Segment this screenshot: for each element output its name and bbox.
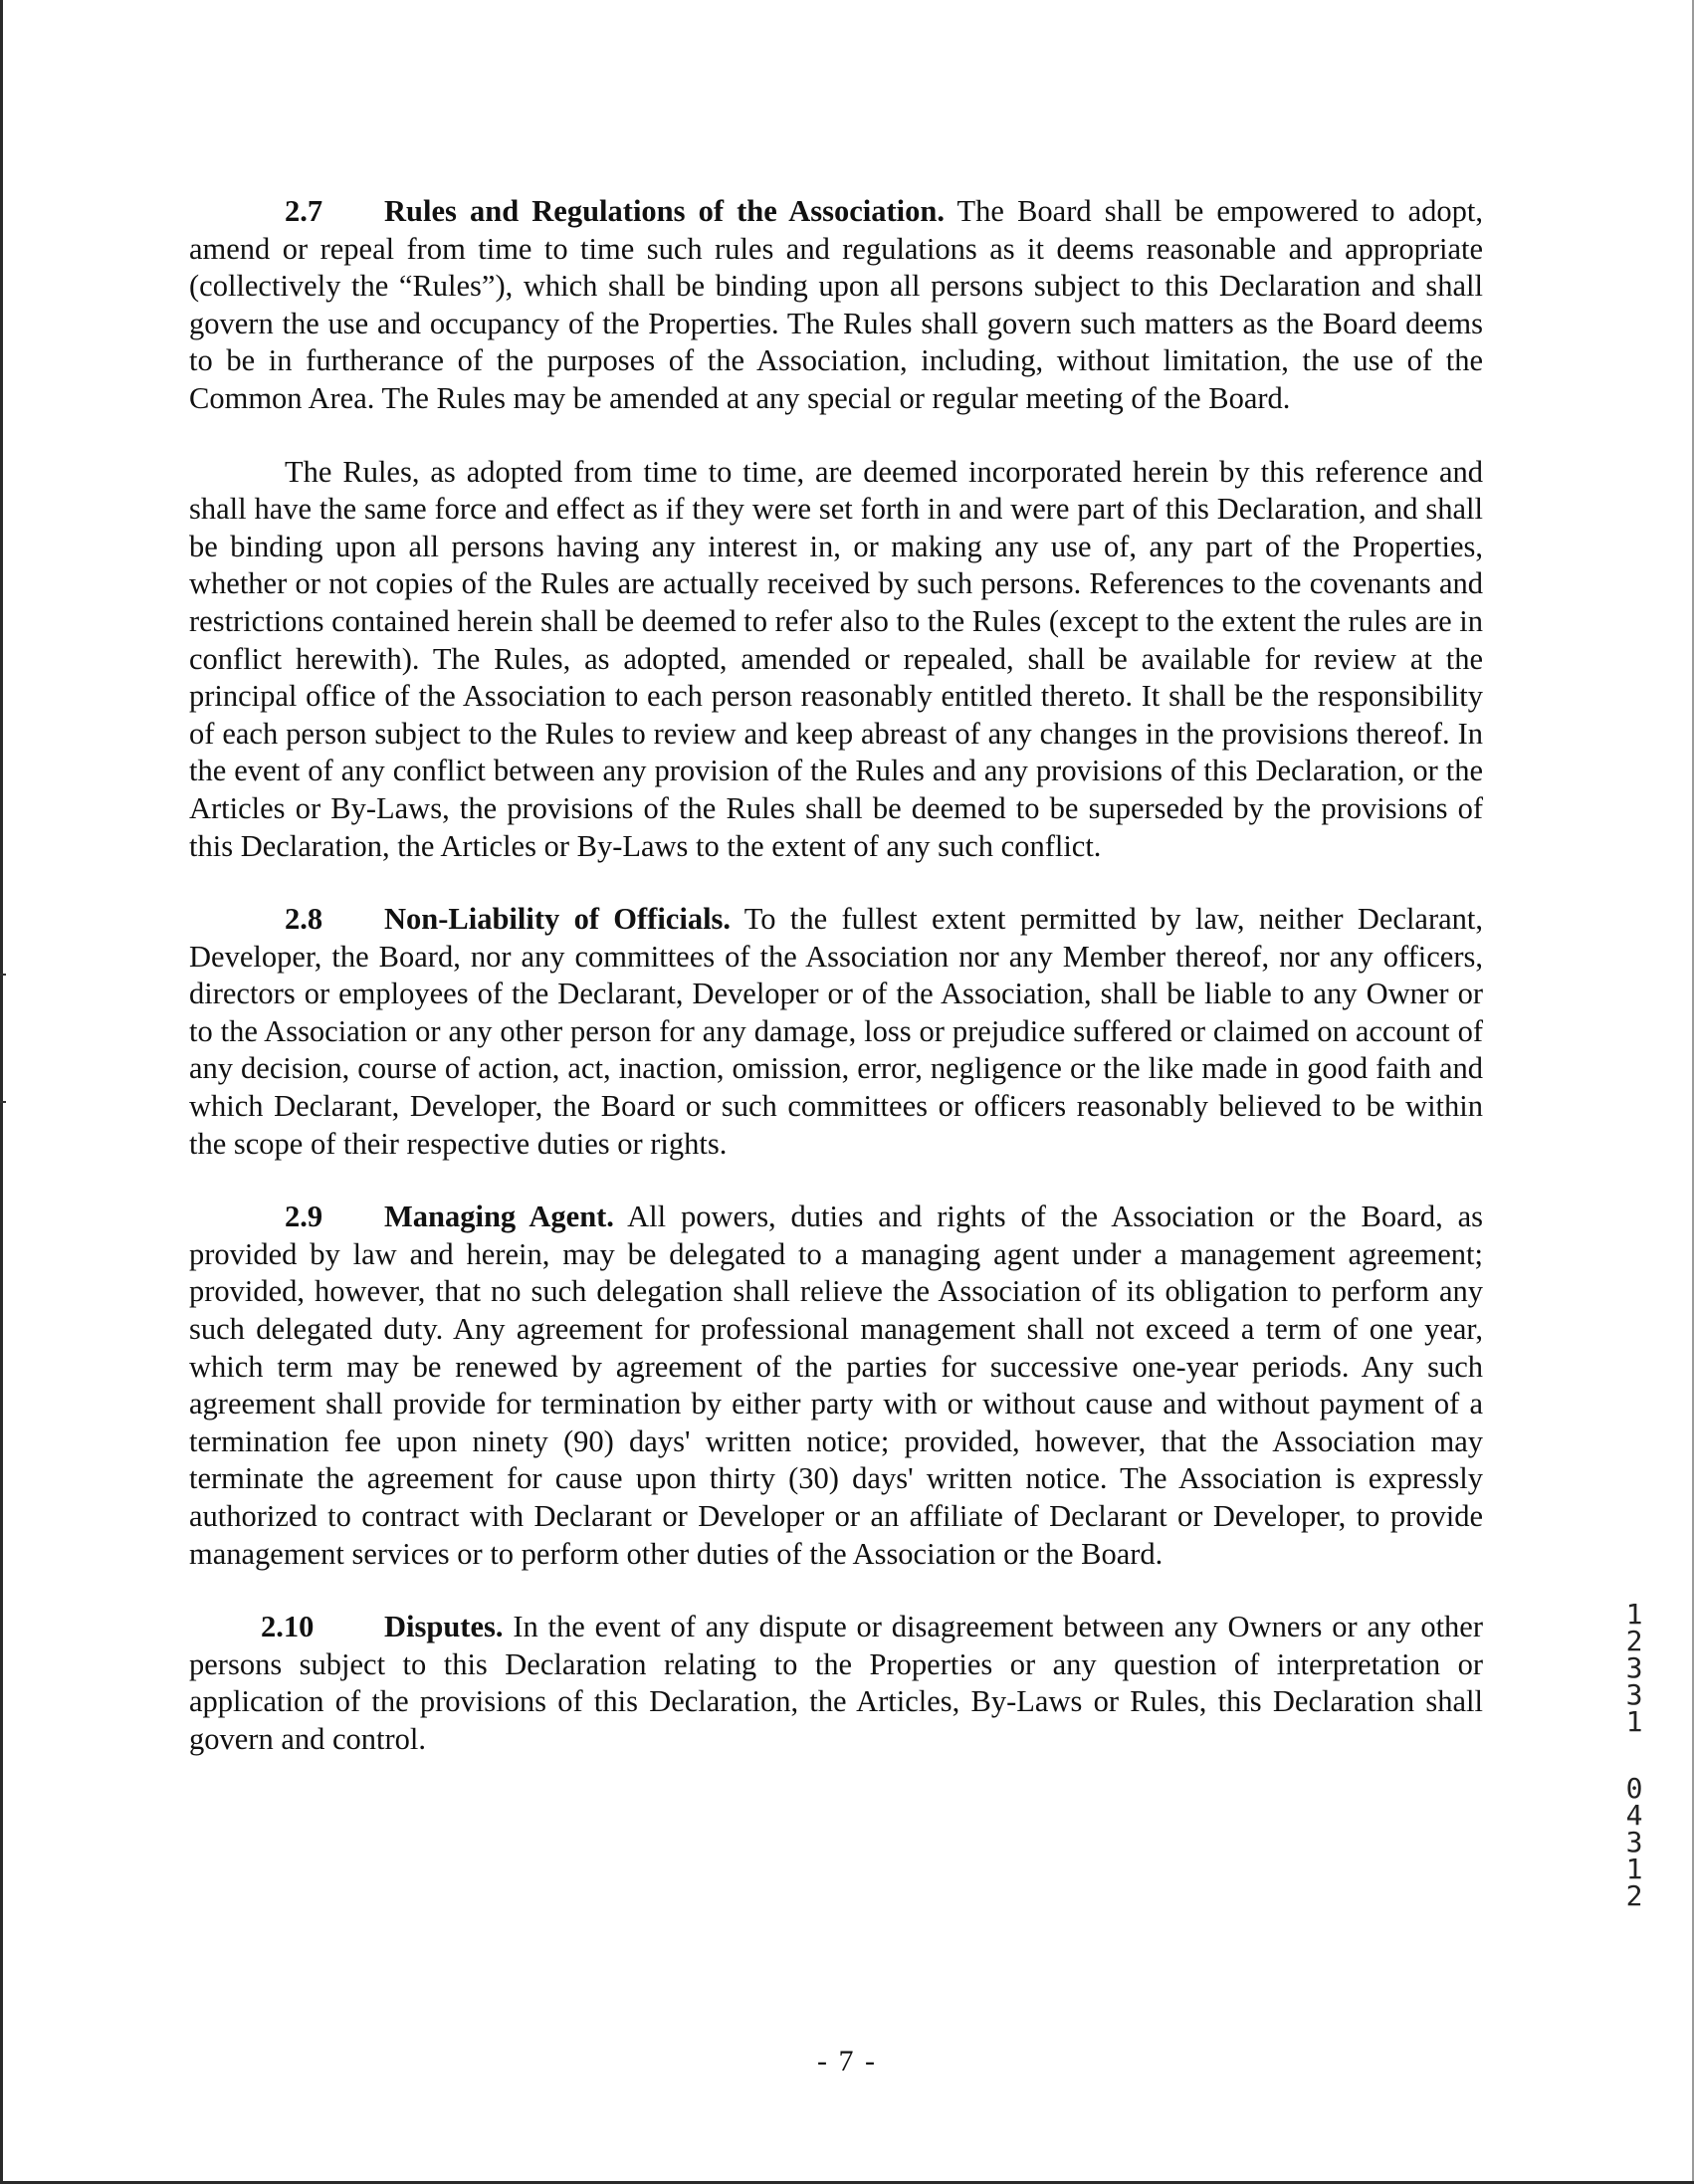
section-number: 2.8 [285,902,323,937]
section-2-8 [189,901,1483,1163]
doc-number-gap [1619,1735,1649,1775]
doc-digit: 2 [1625,1879,1643,1912]
doc-digit: 1 [1625,1598,1643,1631]
section-text: All powers, duties and rights of the Association or the Board, as provided by law and herein, may be delegated to a managing agent under a management agreement; provided, however, that no such delegation shall relieve the Association of its obligation to perform any such delegated duty. Any agreement for professional management shall not exceed a term of one year, which term may be renewed by agreement of the parties for successive one-year periods. Any such agreement shall provide for termination by either party with or without cause and without payment of a termination fee upon ninety (90) days' written notice; provided, however, that the Association may terminate the agreement for cause upon thirty (30) days' written notice. The Association is expressly authorized to contract with Declarant or Developer or an affiliate of Declarant or Developer, to provide management services or to perform other duties of the Association or the Board. [189,1200,1483,1571]
page-number: - 7 - [817,2045,877,2077]
section-number: 2.10 [261,1610,315,1644]
section-number: 2.7 [285,194,323,228]
document-body [189,193,1483,1795]
scan-mark [0,974,6,976]
section-2-9 [189,1199,1483,1573]
section-number: 2.9 [285,1200,323,1234]
section-text: In the event of any dispute or disagreement between any Owners or any other persons subject to this Declaration relating to the Properties or any question of interpretation or application of the provisions of this Declaration, the Articles, By-Laws or Rules, this Declaration shall govern and control. [189,1610,1483,1756]
doc-digit: 0 [1625,1772,1643,1805]
doc-digit: 3 [1625,1826,1643,1858]
document-number-stamp [1619,1598,1649,1912]
section-heading: Managing Agent. [384,1200,614,1234]
scan-mark [0,1101,6,1103]
section-2-10 [189,1609,1483,1758]
doc-digit: 2 [1625,1625,1643,1657]
doc-digit: 4 [1625,1799,1643,1832]
section-2-7 [189,193,1483,418]
doc-digit: 3 [1625,1651,1643,1684]
section-2-7-continued [189,454,1483,866]
doc-digit: 1 [1625,1705,1643,1738]
section-text: The Rules, as adopted from time to time, are deemed incorporated herein by this reference and shall have the same force and effect as if they were set forth in and were part of this Declaration, and shall be binding upon all persons having any interest in, or making any use of, any part of the Properties, whether or not copies of the Rules are actually received by such persons. References to the covenants and restrictions contained herein shall be deemed to refer also to the Rules (except to the extent the rules are in conflict herewith). The Rules, as adopted, amended or repealed, shall be available for review at the principal office of the Association to each person reasonably entitled thereto. It shall be the responsibility of each person subject to the Rules to review and keep abreast of any changes in the provisions thereof. In the event of any conflict between any provision of the Rules and any provisions of this Declaration, or the Articles or By-Laws, the provisions of the Rules shall be deemed to be superseded by the provisions of this Declaration, the Articles or By-Laws to the extent of any such conflict. [189,454,1484,863]
section-text: The Board shall be empowered to adopt, amend or repeal from time to time such rules and regulations as it deems reasonable and appropriate (collectively the “Rules”), which shall be binding upon all persons subject to this Declaration and shall govern the use and occupancy of the Properties. The Rules shall govern such matters as the Board deems to be in furtherance of the purposes of the Association, including, without limitation, the use of the Common Area. The Rules may be amended at any special or regular meeting of the Board. [189,194,1483,415]
doc-digit: 1 [1625,1853,1643,1885]
section-text: To the fullest extent permitted by law, neither Declarant, Developer, the Board, nor any committees of the Association nor any Member thereof, nor any officers, directors or employees of the Declarant, Developer or of the Association, shall be liable to any Owner or to the Association or any other person for any damage, loss or prejudice suffered or claimed on account of any decision, course of action, act, inaction, omission, error, negligence or the like made in good faith and which Declarant, Developer, the Board or such committees or officers reasonably believed to be within the scope of their respective duties or rights. [189,902,1483,1161]
section-heading: Non-Liability of Officials. [384,902,732,937]
page-border-left [0,0,3,2184]
doc-digit: 3 [1625,1678,1643,1711]
section-heading: Disputes. [384,1610,504,1644]
section-heading: Rules and Regulations of the Association. [384,194,945,228]
